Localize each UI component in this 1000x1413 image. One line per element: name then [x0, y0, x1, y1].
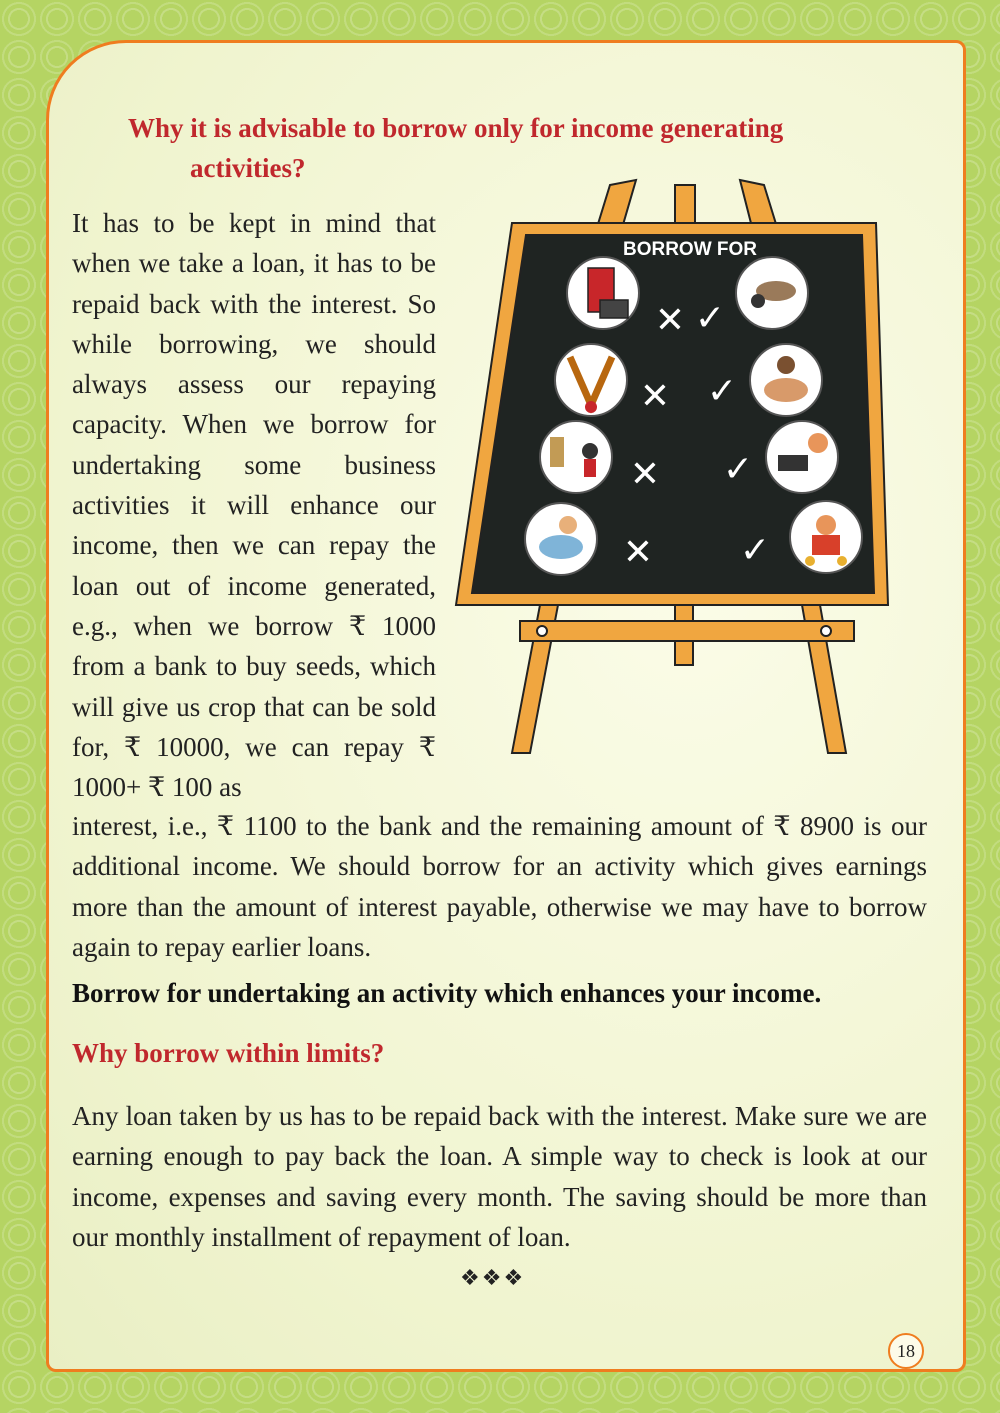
paragraph-repayment: It has to be kept in mind that when we take a loan, it has to be repaid back with the interest. So while borrowing, we should always assess our repaying capacity. When we borrow for undertaking some business activities it will enhance our income, then we can repay the loan out of income generated, e.g., when we borrow ₹ 1000 from a bank to buy seeds, which will give us crop that can be sold for, ₹ 10000, we can repay ₹ 1000+ ₹ 100 as — [72, 208, 436, 803]
cross-mark-2: ✕ — [639, 376, 671, 416]
festival-expenses-icon — [525, 503, 597, 575]
board-title: BORROW FOR — [622, 239, 758, 260]
key-statement: Borrow for undertaking an activity which enhances your income. — [72, 978, 822, 1008]
wedding-celebration-icon — [540, 421, 612, 493]
paragraph-limits: Any loan taken by us has to be repaid back with the interest. Make sure we are earning enough to pay back the loan. A simple way to check is look at our income, expenses and saving every month. The saving should be more than our monthly installment of repayment of loan. — [72, 1101, 927, 1252]
tick-mark-2: ✓ — [706, 371, 738, 411]
tailoring-machine-icon — [766, 421, 838, 493]
livestock-icon — [736, 257, 808, 329]
main-heading-line1: Why it is advisable to borrow only for income generating — [128, 113, 784, 143]
cross-mark-3: ✕ — [629, 454, 661, 494]
limits-heading: Why borrow within limits? — [72, 1038, 385, 1068]
handicraft-icon — [750, 344, 822, 416]
flower-vendor-icon — [790, 501, 862, 573]
main-heading-line2: activities? — [190, 153, 306, 183]
tick-mark-3: ✓ — [722, 449, 754, 489]
cross-mark-4: ✕ — [622, 532, 654, 572]
cross-mark-1: ✕ — [654, 300, 686, 340]
gold-jewellery-icon — [555, 344, 627, 416]
tick-mark-4: ✓ — [739, 530, 771, 570]
page-number: 18 — [888, 1333, 924, 1369]
fridge-tv-icon — [567, 257, 639, 329]
tick-mark-1: ✓ — [694, 298, 726, 338]
paragraph-repayment-continued: interest, i.e., ₹ 1100 to the bank and the remaining amount of ₹ 8900 is our additional income. We should borrow for an activity which gives earnings more than the amount of interest payable, otherwise we may have to borrow again to repay earlier loans. — [72, 811, 927, 962]
borrow-for-easel-illustration — [450, 175, 890, 755]
section-end-ornament: ❖❖❖ — [460, 1266, 526, 1291]
